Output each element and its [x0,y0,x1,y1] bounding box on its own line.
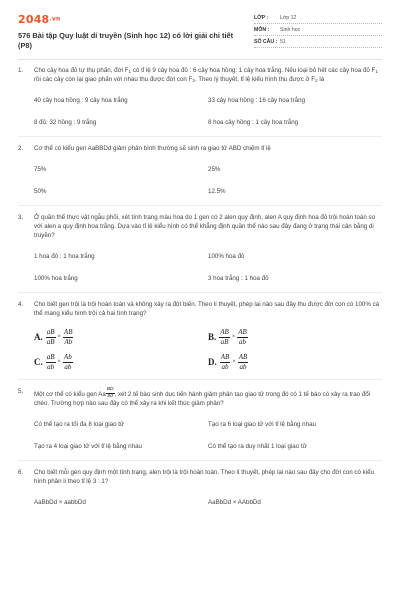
question-5 [18,388,382,453]
genotype-fraction [46,354,56,371]
denominator: aB [46,337,55,346]
question-number: 1. [18,66,24,74]
genotype-fraction [63,354,73,371]
question-number: 3. [18,213,24,221]
question-number: 6. [18,469,24,477]
answer-option[interactable]: 1 hoa đỏ : 1 hoa trắng [34,252,95,260]
text-part: có tỉ lệ 9 cây hoa đỏ : 6 cây hoa hồng: 1 cây hoa trắng. Nếu loại bỏ hết các cây hoa đỏ F [131,66,376,74]
answer-option[interactable]: AaBbDd × AAbbDd [208,499,261,507]
question-4 [18,301,382,371]
denominator: aB [220,337,229,346]
options-list [34,421,382,452]
genotype-fraction [237,329,248,346]
genotype-fraction [46,329,56,346]
genotype-fraction [219,329,230,346]
question-divider [18,205,382,206]
logo-text: 2048 [18,13,50,26]
multiply-sign: × [57,333,61,340]
question-text: Cho biết mỗi gen quy định một tính trạng, alen trội là trội hoàn toàn. Theo lí thuyết, phép lai nào sau đây cho đời con có kiểu hình phân li theo tỉ lệ 3 : 1? [34,469,375,486]
question-divider [18,460,382,461]
question-body [34,67,382,128]
meta-value: Lớp 12 [280,15,297,22]
option-letter: B. [208,331,217,342]
question-body [34,145,382,197]
question-text: Cho biết gen trội là trội hoàn toàn và không xảy ra đột biến. Theo lí thuyết, phép lai nào sau đây thu được đời con có 100% cá thể mang kiểu hình trội cả hai tính trạng? [34,300,380,317]
denominator: bd [107,394,113,400]
options-list [34,253,382,284]
question-number: 2. [18,144,24,152]
question-number: 4. [18,300,24,308]
text-part: là [317,75,325,83]
question-text [34,388,382,410]
denominator: ab [64,362,72,371]
meta-row-class [254,12,382,24]
denominator: ab [47,362,55,371]
options-list [34,499,382,508]
option-letter: C. [34,356,43,367]
options-list [34,97,382,128]
denominator: ab [221,362,229,371]
answer-option[interactable]: AaBbDd × aabbDd [34,499,86,507]
numerator: aB [46,352,55,361]
meta-row-count [254,36,382,48]
answer-option[interactable]: 33 cây hoa hồng : 16 cây hoa trắng [208,96,306,104]
answer-option[interactable]: 12.5% [208,187,226,195]
answer-option[interactable]: Tạo ra 6 loại giao tử với tỉ lệ bằng nhau [208,421,316,429]
text-part: Cho cây hoa đỏ tự thụ phấn, đời F [34,66,129,74]
question-text [34,67,382,85]
multiply-sign: × [232,358,236,365]
question-divider [18,379,382,380]
answer-option[interactable]: 75% [34,165,47,173]
answer-option[interactable]: Tạo ra 4 loại giao tử với tỉ lệ bằng nhau [34,443,142,451]
numerator: BD [106,388,115,395]
subscript: 1 [128,68,132,74]
text-part: . Theo lý thuyết, tỉ lệ kiểu hình thu được ở F [194,75,316,83]
question-3 [18,214,382,284]
subscript: 2 [192,77,195,83]
formula-options-list [34,329,382,371]
answer-option[interactable]: 40 cây hoa hồng : 9 cây hoa trắng [34,96,128,104]
question-number: 5. [18,387,24,395]
site-logo[interactable] [18,12,248,28]
meta-label: MÔN : [254,27,270,34]
page-title: 576 Bài tập Quy luật di truyền (Sinh học 12) có lời giải chi tiết (P8) [18,30,234,50]
question-2 [18,145,382,197]
subscript: 2 [315,77,318,83]
question-body [34,301,382,371]
denominator: ab [239,337,246,346]
genotype-fraction [63,329,74,346]
question-body [34,214,382,284]
answer-option[interactable]: 25% [208,165,221,173]
denominator: ab [239,362,247,371]
header-divider [18,59,382,60]
answer-option[interactable]: Có thể tạo ra tối đa 8 loại giao tử [34,421,125,429]
meta-label: SỐ CÂU : [254,39,278,46]
answer-option[interactable] [34,329,208,346]
subscript: 1 [375,68,378,74]
denominator: Ab [64,337,73,346]
meta-value: Sinh học [280,27,301,34]
numerator: AB [220,327,229,336]
answer-option[interactable]: 8 đỏ: 32 hồng : 9 trắng [34,118,97,126]
text-part: , xét 2 tế bào sinh dục tiến hành giảm phân tạo giao tử trong đó có 1 tế bào có xảy ra trao đổi chéo. Trường hợp nào sau đây có thể xảy ra khi kết thúc giảm phân? [34,390,371,408]
answer-option[interactable]: 100% hoa đỏ [208,252,245,260]
meta-row-subject [254,24,382,36]
numerator: Ab [63,352,72,361]
answer-option[interactable] [208,329,382,346]
question-1 [18,67,382,128]
meta-info [254,12,382,51]
answer-option[interactable]: 100% hoa trắng [34,274,78,282]
numerator: aB [46,327,55,336]
answer-option[interactable] [208,354,382,371]
question-body [34,469,382,508]
question-divider [18,136,382,137]
answer-option[interactable] [34,354,208,371]
numerator: AB [238,352,248,361]
multiply-sign: × [57,358,61,365]
options-list [34,166,382,197]
answer-option[interactable]: 50% [34,187,47,195]
logo-suffix: .vn [49,15,61,23]
answer-option[interactable]: 3 hoa trắng : 1 hoa đỏ [208,274,269,282]
multiply-sign: × [231,333,236,340]
option-letter: A. [34,331,43,342]
brand-block [18,12,248,51]
genotype-fraction [106,388,115,401]
question-divider [18,292,382,293]
question-6 [18,469,382,508]
genotype-fraction [238,354,249,371]
meta-label: LỚP : [254,15,269,22]
genotype-fraction [220,354,231,371]
document-header [18,12,382,51]
numerator: AB [238,327,247,336]
answer-option[interactable]: Có thể tạo ra duy nhất 1 loại giao tử [208,443,307,451]
text-part: Một cơ thể có kiểu gen Aa [34,390,106,398]
text-part: rồi các cây còn lại giao phấn với nhau thu được đời con F [34,75,193,83]
question-text: Ở quần thể thực vật ngẫu phối, xét tính trạng màu hoa do 1 gen có 2 alen quy định, alen A quy định hoa đỏ trội hoàn toàn so với alen a quy định hoa trắng. Dựa vào tỉ lệ kiểu hình có thể khẳng định quần thể nào sau đây đang ở trạng thái cân bằng di truyền? [34,213,376,239]
numerator: AB [220,352,230,361]
numerator: AB [63,327,73,336]
option-letter: D. [208,356,217,367]
question-body [34,388,382,453]
answer-option[interactable]: 8 hoa cây hồng : 1 cây hoa trắng [208,118,299,126]
question-text: Cơ thể có kiểu gen AaBBDd giảm phân bình thường sẽ sinh ra giao tử ABD chiếm tỉ lệ [34,144,271,152]
meta-value: 51 [280,39,286,46]
